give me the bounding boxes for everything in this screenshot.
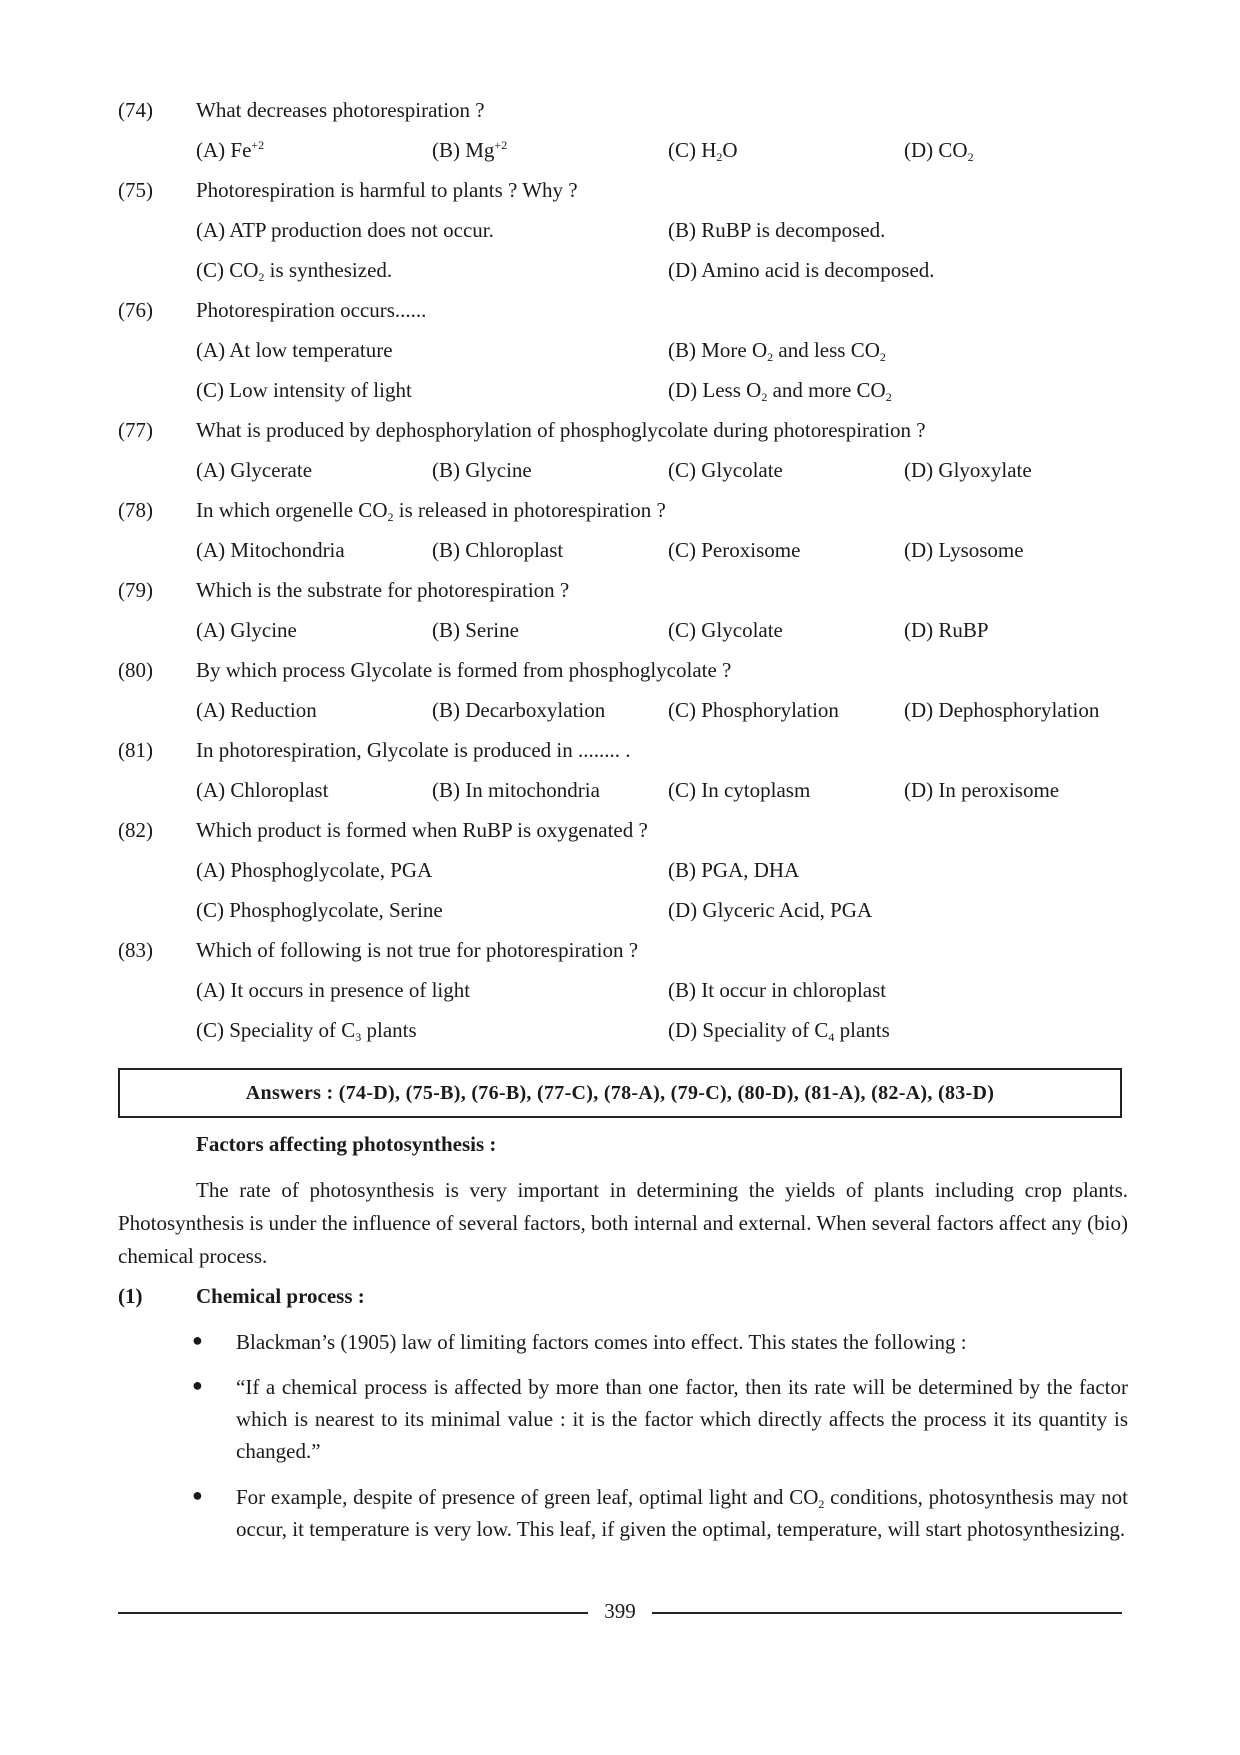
- option-a: (A) Glycine: [196, 618, 297, 642]
- option-c: (C) Speciality of $C_3$ plants: [196, 1018, 417, 1044]
- option-b: (B) PGA, DHA: [668, 858, 800, 882]
- question-text: Which product is formed when RuBP is oxygenated ?: [196, 818, 648, 842]
- option-d: (D) Glyoxylate: [904, 458, 1032, 482]
- option-b: (B) In mitochondria: [432, 778, 600, 802]
- question-number: (82): [118, 818, 153, 842]
- option-a: (A) Reduction: [196, 698, 317, 722]
- intro-paragraph: [118, 1174, 1128, 1273]
- question-text: In which orgenelle $CO_2$ is released in photorespiration ?: [196, 498, 666, 524]
- page-number: 399: [604, 1599, 636, 1623]
- option-d: (D) Dephosphorylation: [904, 698, 1100, 722]
- option-d: (D) Amino acid is decomposed.: [668, 258, 935, 282]
- option-b: (B) More $O_2$ and less $CO_2$: [668, 338, 886, 364]
- option-a: (A) Chloroplast: [196, 778, 329, 802]
- option-d: (D) In peroxisome: [904, 778, 1060, 802]
- question-number: (81): [118, 738, 153, 762]
- option-b: (B) Glycine: [432, 458, 532, 482]
- option-d: (D) Glyceric Acid, PGA: [668, 898, 873, 922]
- answer-key-text: Answers : (74-D), (75-B), (76-B), (77-C), (78-A), (79-C), (80-D), (81-A), (82-A), (83-D): [245, 1081, 995, 1104]
- option-b: (B) Chloroplast: [432, 538, 564, 562]
- option-b: (B) RuBP is decomposed.: [668, 218, 886, 242]
- question-number: (75): [118, 178, 153, 202]
- question-text: What is produced by dephosphorylation of phosphoglycolate during photorespiration ?: [196, 418, 926, 442]
- option-c: (C) Low intensity of light: [196, 378, 412, 402]
- option-d: (D) Lysosome: [904, 538, 1024, 562]
- option-a: (A) Glycerate: [196, 458, 313, 482]
- option-c: (C) $H_2O$: [668, 138, 738, 164]
- option-b: (B) Serine: [432, 618, 519, 642]
- option-d: (D) Less $O_2$ and more $CO_2$: [668, 378, 892, 404]
- bullet-text: For example, despite of presence of green leaf, optimal light and $CO_2$ conditions, photosynthesis may not occur, it temperature is very low. This leaf, if given the optimal, temperature, will start photosynthesizing.: [236, 1485, 1129, 1541]
- option-b: (B) Decarboxylation: [432, 698, 606, 722]
- question-text: Which of following is not true for photorespiration ?: [196, 938, 639, 962]
- option-c: (C) Glycolate: [668, 618, 783, 642]
- option-c: (C) In cytoplasm: [668, 778, 811, 802]
- intro-paragraph-text: The rate of photosynthesis is very important in determining the yields of plants including crop plants. Photosynthesis is under the influence of several factors, both internal and external. When several factors affect any (bio) chemical process.: [118, 1178, 1128, 1268]
- option-a: (A) ATP production does not occur.: [196, 218, 494, 242]
- option-a: (A) Mitochondria: [196, 538, 345, 562]
- option-d: (D) Speciality of $C_4$ plants: [668, 1018, 890, 1044]
- question-text: What decreases photorespiration ?: [196, 98, 485, 122]
- question-number: (74): [118, 98, 153, 122]
- question-number: (78): [118, 498, 153, 522]
- bullet-text: “If a chemical process is affected by more than one factor, then its rate will be determined by the factor which is nearest to its minimal value : it is the factor which directly affects the process it its quantity is changed.”: [236, 1375, 1128, 1463]
- option-a: (A) Phosphoglycolate, PGA: [196, 858, 433, 882]
- bullet-icon: ●: [192, 1330, 203, 1350]
- question-number: (83): [118, 938, 153, 962]
- option-c: (C) Glycolate: [668, 458, 783, 482]
- option-a: (A) $Fe^{+2}$: [196, 138, 265, 162]
- option-b: (B) It occur in chloroplast: [668, 978, 887, 1002]
- question-number: (79): [118, 578, 153, 602]
- question-number: (76): [118, 298, 153, 322]
- bullet-icon: ●: [192, 1485, 203, 1505]
- option-c: (C) Peroxisome: [668, 538, 801, 562]
- option-a: (A) At low temperature: [196, 338, 393, 362]
- question-text: Photorespiration occurs......: [196, 298, 427, 322]
- bullet-icon: ●: [192, 1375, 203, 1395]
- question-text: By which process Glycolate is formed from phosphoglycolate ?: [196, 658, 732, 682]
- question-number: (77): [118, 418, 153, 442]
- question-text: Photorespiration is harmful to plants ? Why ?: [196, 178, 578, 202]
- option-c: (C) Phosphoglycolate, Serine: [196, 898, 443, 922]
- option-b: (B) $Mg^{+2}$: [432, 138, 508, 162]
- bullet-text: Blackman’s (1905) law of limiting factors comes into effect. This states the following :: [236, 1330, 967, 1354]
- sub-heading: Chemical process :: [196, 1284, 365, 1308]
- option-c: (C) Phosphorylation: [668, 698, 839, 722]
- option-a: (A) It occurs in presence of light: [196, 978, 471, 1002]
- question-number: (80): [118, 658, 153, 682]
- answer-key-box: [118, 1068, 1122, 1118]
- footer-rule-right: [652, 1612, 1122, 1614]
- option-c: (C) $CO_2$ is synthesized.: [196, 258, 393, 284]
- question-text: Which is the substrate for photorespiration ?: [196, 578, 570, 602]
- question-text: In photorespiration, Glycolate is produced in ........ .: [196, 738, 631, 762]
- section-heading: Factors affecting photosynthesis :: [196, 1132, 497, 1156]
- footer-rule-left: [118, 1612, 588, 1614]
- option-d: (D) RuBP: [904, 618, 989, 642]
- sub-heading-number: (1): [118, 1284, 143, 1308]
- option-d: (D) $CO_2$: [904, 138, 974, 164]
